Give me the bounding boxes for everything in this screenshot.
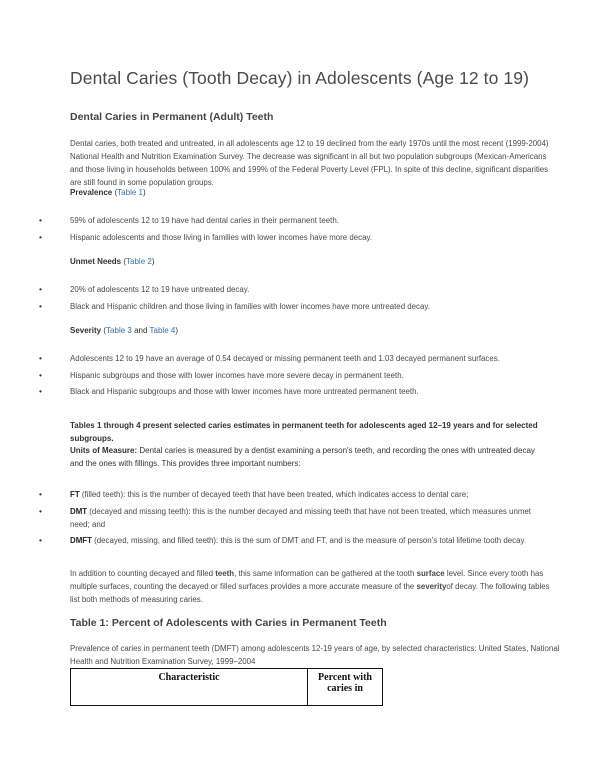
page-title: Dental Caries (Tooth Decay) in Adolescents (Age 12 to 19) <box>70 68 529 88</box>
prevalence-list <box>70 214 550 247</box>
table-2-link[interactable]: Table 2 <box>126 257 152 266</box>
tables-note-bold: Tables 1 through 4 present selected caries estimates in permanent teeth for adolescents aged 12–19 years and for selected subgroups. <box>70 421 538 443</box>
table-1-title: Table 1: Percent of Adolescents with Caries in Permanent Teeth <box>70 617 387 629</box>
severity-label: Severity <box>70 326 102 335</box>
measure-term: DMT <box>70 506 88 516</box>
column-header-line: Percent with <box>318 672 372 683</box>
units-label: Units of Measure: <box>70 446 138 455</box>
table-3-link[interactable]: Table 3 <box>106 326 132 335</box>
list-item: • Adolescents 12 to 19 have an average of 0.54 decayed or missing permanent teeth and 1.03 decayed permanent surfaces. <box>70 352 550 365</box>
surface-paragraph <box>70 567 550 606</box>
table-4-link[interactable]: Table 4 <box>149 326 176 335</box>
column-header-characteristic: Characteristic <box>71 669 308 706</box>
list-item: • Hispanic adolescents and those living in families with lower incomes have more decay. <box>70 231 550 244</box>
table-1-link[interactable]: Table 1 <box>117 188 143 197</box>
surface-bold: severity <box>416 582 447 592</box>
list-item: • Hispanic subgroups and those with lower incomes have more severe decay in permanent teeth. <box>70 369 550 382</box>
severity-list <box>70 352 550 402</box>
intro-paragraph: Dental caries, both treated and untreated, in all adolescents age 12 to 19 declined from the early 1970s until the most recent (1999-2004) National Health and Nutrition Examination Survey. The decrease was significant in all but two population subgroups (Mexican-Americans and those living in households between 100% and 199% of the Federal Poverty Level (FPL). In spite of this decline, significant disparities are still found in some population groups. <box>70 139 549 188</box>
measure-text: (filled teeth): this is the number of decayed teeth that have been treated, which indicates access to dental care; <box>81 490 469 499</box>
prevalence-heading <box>70 188 146 197</box>
severity-heading <box>70 326 178 335</box>
severity-and: and <box>134 326 148 335</box>
unmet-needs-list <box>70 283 550 316</box>
prevalence-paren: (Table 1) <box>114 188 146 197</box>
column-header-line: caries in <box>327 683 363 694</box>
surface-text: , this same information can be gathered at the tooth <box>234 569 417 578</box>
surface-text: In addition to counting decayed and filled <box>70 569 216 578</box>
unmet-needs-heading <box>70 257 155 266</box>
section-heading-permanent-teeth: Dental Caries in Permanent (Adult) Teeth <box>70 111 274 123</box>
list-item <box>70 488 550 501</box>
surface-text: of decay. The following tables list both methods of measuring caries. <box>70 582 550 605</box>
measure-term: DMFT <box>70 536 92 546</box>
surface-bold: surface <box>416 569 445 578</box>
list-item <box>70 534 550 547</box>
table-1-caption: Prevalence of caries in permanent teeth (DMFT) among adolescents 12-19 years of age, by selected characteristics: United States, National Health and Nutrition Examination Survey, 1999–2004 <box>70 644 560 667</box>
measures-list <box>70 488 550 551</box>
measure-text: (decayed and missing teeth): this is the number decayed and missing teeth that have not been treated, which measures unmet need; and <box>70 506 531 529</box>
measure-term: FT <box>70 490 80 499</box>
unmet-needs-label: Unmet Needs <box>70 257 122 266</box>
prevalence-label: Prevalence <box>70 188 113 197</box>
table-row <box>71 669 383 706</box>
table-1 <box>70 668 383 706</box>
list-item: • Black and Hispanic subgroups and those with lower incomes have more untreated permanent teeth. <box>70 385 550 398</box>
measure-text: (decayed, missing, and filled teeth): this is the sum of DMT and FT, and is the measure of person's total lifetime tooth decay. <box>94 536 527 546</box>
surface-text: level. Since every tooth has multiple surfaces, counting the decayed or filled surfaces provides a more accurate measure of the <box>70 569 544 592</box>
column-header-percent <box>308 669 383 706</box>
tables-note <box>70 420 540 470</box>
units-text: Dental caries is measured by a dentist examining a person's teeth, and recording the ones with untreated decay and the ones with fillings. This provides three important numbers: <box>70 446 535 468</box>
unmet-paren: (Table 2) <box>123 257 155 266</box>
list-item: • Black and Hispanic children and those living in families with lower incomes have more untreated decay. <box>70 300 550 313</box>
list-item <box>70 505 550 531</box>
list-item: • 20% of adolescents 12 to 19 have untreated decay. <box>70 283 550 296</box>
severity-paren: (Table 3 and Table 4) <box>103 326 178 335</box>
surface-bold: teeth <box>215 569 235 578</box>
list-item: • 59% of adolescents 12 to 19 have had dental caries in their permanent teeth. <box>70 214 550 227</box>
